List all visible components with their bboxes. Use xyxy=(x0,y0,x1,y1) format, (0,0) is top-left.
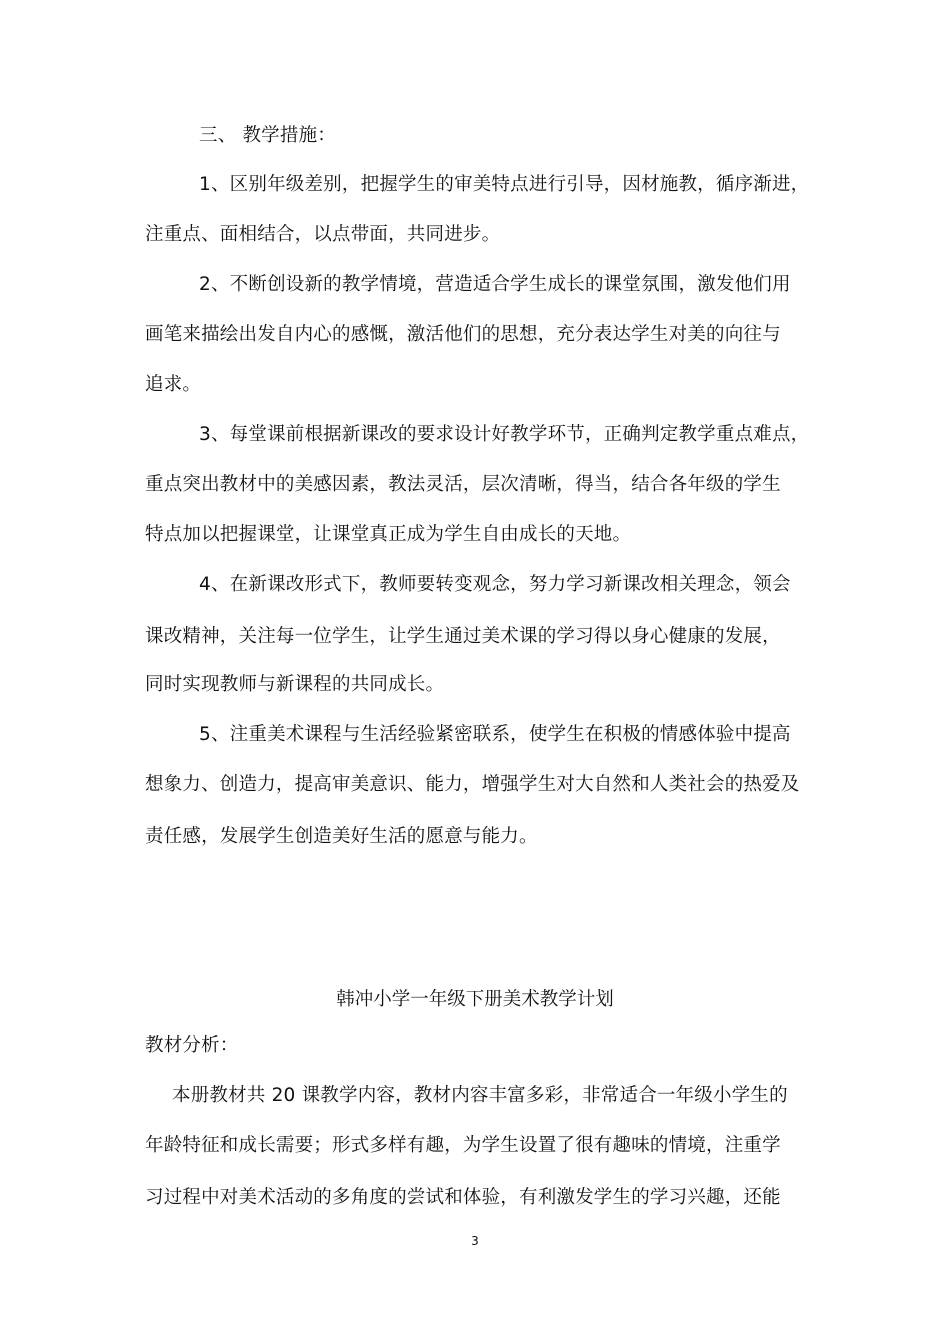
item-4-line-2: 课改精神，关注每一位学生，让学生通过美术课的学习得以身心健康的发展， xyxy=(145,626,781,647)
plan-line-3: 习过程中对美术活动的多角度的尝试和体验，有利激发学生的学习兴趣，还能 xyxy=(145,1187,781,1208)
item-3-line-3: 特点加以把握课堂，让课堂真正成为学生自由成长的天地。 xyxy=(145,524,632,545)
item-5-line-2: 想象力、创造力，提高审美意识、能力，增强学生对大自然和人类社会的热爱及 xyxy=(145,774,800,795)
item-4-line-3: 同时实现教师与新课程的共同成长。 xyxy=(145,674,445,695)
plan-line-2: 年龄特征和成长需要；形式多样有趣，为学生设置了很有趣味的情境，注重学 xyxy=(145,1135,781,1156)
section-heading: 三、 教学措施： xyxy=(199,125,336,146)
item-1-line-2: 注重点、面相结合，以点带面，共同进步。 xyxy=(145,224,501,245)
item-1-line-1: 1、区别年级差别，把握学生的审美特点进行引导，因材施教，循序渐进， xyxy=(199,174,810,195)
item-5-line-1: 5、注重美术课程与生活经验紧密联系，使学生在积极的情感体验中提高 xyxy=(199,724,791,745)
item-3-line-2: 重点突出教材中的美感因素，教法灵活，层次清晰，得当，结合各年级的学生 xyxy=(145,474,781,495)
item-2-line-3: 追求。 xyxy=(145,374,202,395)
page-number: 3 xyxy=(471,1234,479,1248)
plan-line-1: 本册教材共 20 课教学内容，教材内容丰富多彩，非常适合一年级小学生的 xyxy=(172,1085,788,1106)
plan-subheading: 教材分析： xyxy=(145,1035,239,1056)
plan-title: 韩冲小学一年级下册美术教学计划 xyxy=(336,989,614,1010)
item-4-line-1: 4、在新课改形式下，教师要转变观念，努力学习新课改相关理念，领会 xyxy=(199,574,791,595)
item-5-line-3: 责任感，发展学生创造美好生活的愿意与能力。 xyxy=(145,826,538,847)
item-2-line-1: 2、不断创设新的教学情境，营造适合学生成长的课堂氛围，激发他们用 xyxy=(199,274,791,295)
item-3-line-1: 3、每堂课前根据新课改的要求设计好教学环节，正确判定教学重点难点， xyxy=(199,424,810,445)
item-2-line-2: 画笔来描绘出发自内心的感慨，激活他们的思想，充分表达学生对美的向往与 xyxy=(145,324,781,345)
